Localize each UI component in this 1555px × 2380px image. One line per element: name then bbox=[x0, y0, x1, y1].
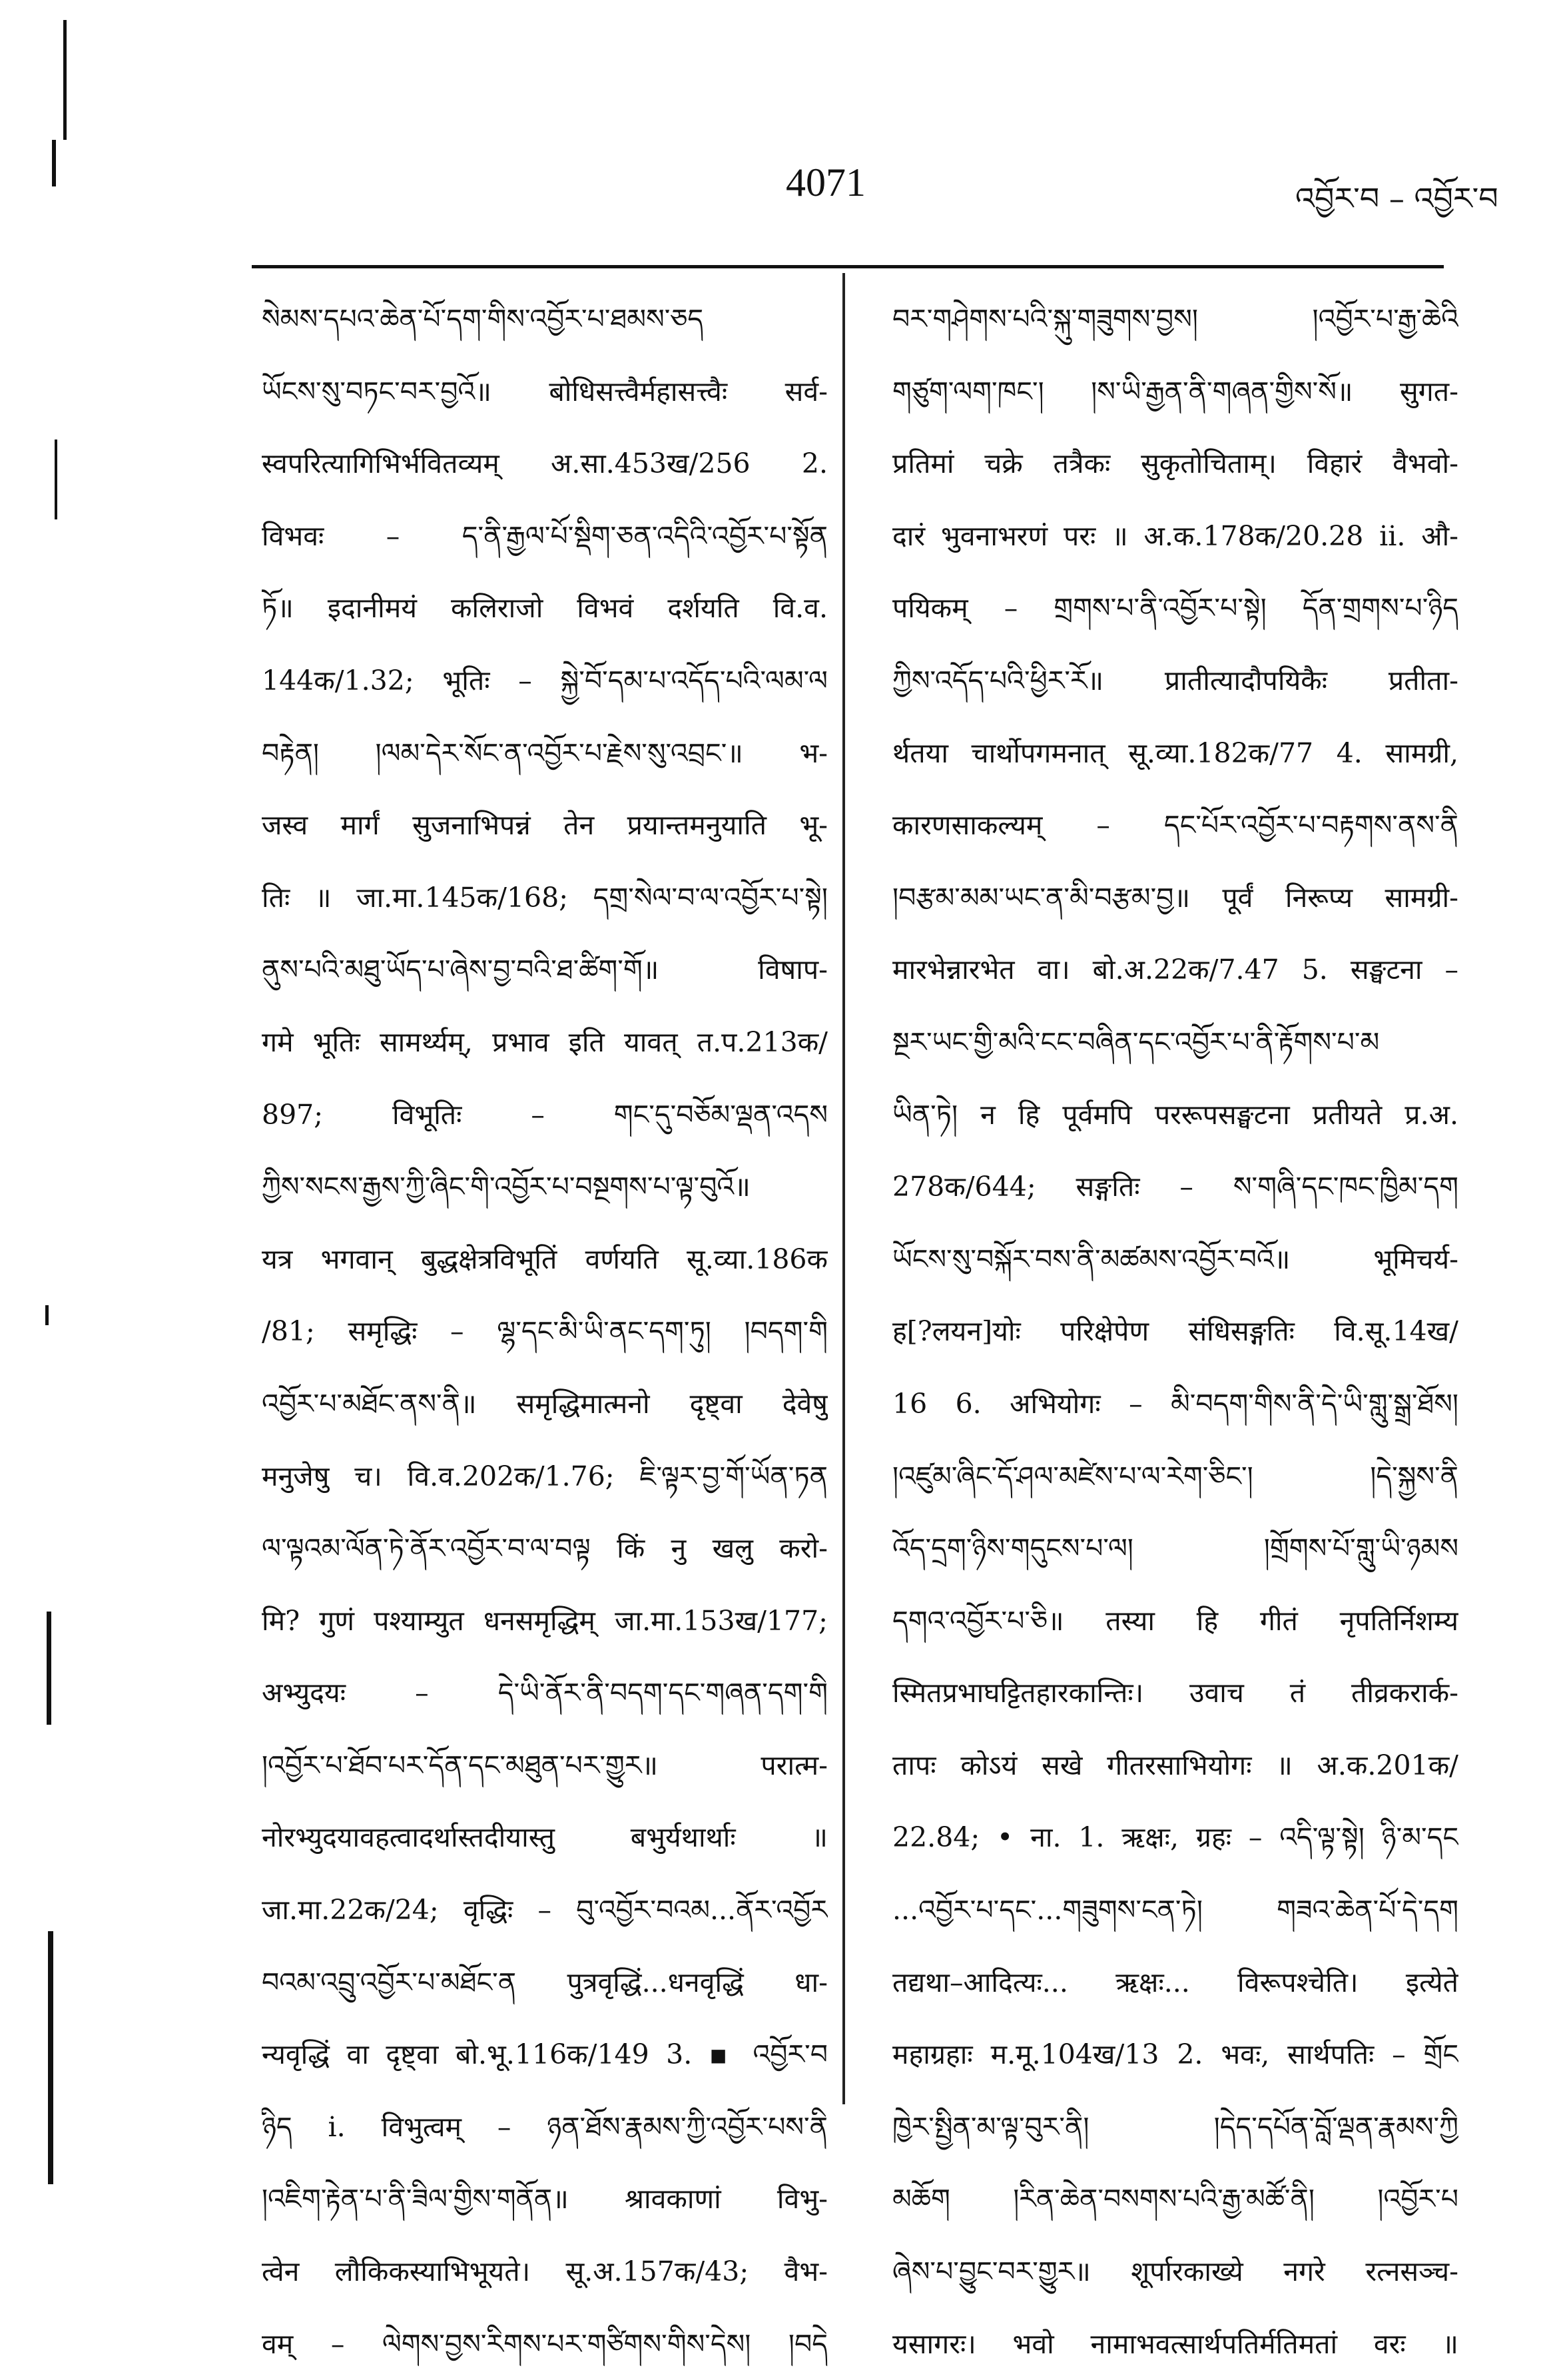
text-line: གཙུག་ལག་ཁང་། །ས་ཡི་རྒྱན་ནི་གཞན་གྱིས་སོ॥ सुगत- bbox=[892, 375, 1458, 408]
text-line: मि? गुणं पश्याम्युत धनसमृद्धिम् जा.मा.153ख/177; bbox=[262, 1604, 828, 1637]
text-line: བརྟེན། །ལམ་དེར་སོང་ན་འབྱོར་པ་རྗེས་སུ་འབྲང་॥ भ- bbox=[262, 737, 828, 769]
text-line: 897; विभूतिः – གང་དུ་བཅོམ་ལྡན་འདས bbox=[262, 1098, 828, 1131]
scan-edge-mark bbox=[47, 1612, 51, 1725]
scan-edge-mark bbox=[45, 1305, 49, 1325]
text-line: जा.मा.22क/24; वृद्धिः – བུ་འབྱོར་བའམ...ནོར་འབྱོར bbox=[262, 1894, 828, 1927]
text-line: यत्र भगवान् बुद्धक्षेत्रविभूतिं वर्णयति सू.व्या.186क bbox=[262, 1243, 828, 1275]
running-head: འབྱོར་བ – འབྱོར་བ bbox=[1295, 180, 1498, 216]
scan-edge-mark bbox=[55, 440, 57, 519]
text-line: ལ་ལྟའམ་ལོན་ཏེ་ནོར་འབྱོར་བ་ལ་བལྟ किं नु खलु करो- bbox=[262, 1532, 828, 1565]
text-line: मनुजेषु च। वि.व.202क/1.76; ཇི་ལྟར་བྱ་གོ་ཡོན་ཏན bbox=[262, 1460, 828, 1492]
text-line: तद्यथा–आदित्यः... ऋक्षः... विरूपश्चेति। इत्येते bbox=[892, 1966, 1458, 1998]
text-line: །འཛུམ་ཞིང་དོ་ཤལ་མཛེས་པ་ལ་རེག་ཅིང་། །དེ་སྐྱས་ནི bbox=[892, 1460, 1458, 1492]
text-line: །བརྩམ་མམ་ཡང་ན་མི་བརྩམ་བྱ॥ पूर्वं निरूप्य सामग्री- bbox=[892, 881, 1458, 914]
text-line: ...འབྱོར་པ་དང་...གཟུགས་ངན་ཏེ། གཟའ་ཆེན་པོ་དེ་དག bbox=[892, 1894, 1458, 1927]
right-column bbox=[892, 283, 1458, 2380]
text-line: प्रतिमां चक्रे तत्रैकः सुकृतोचिताम्। विहारं वैभवो- bbox=[892, 447, 1458, 480]
text-line: 22.84; • ना. 1. ऋक्षः, ग्रहः – འདི་ལྟ་སྟེ། ཉི་མ་དང bbox=[892, 1821, 1458, 1854]
text-line: ཡོངས་སུ་བཏང་བར་བྱའོ॥ बोधिसत्त्वैर्महासत्त्वैः सर्व- bbox=[262, 375, 828, 408]
text-line: 278क/644; सङ्गतिः – ས་གཞི་དང་ཁང་ཁྱིམ་དག bbox=[892, 1171, 1458, 1203]
text-line: कारणसाकल्यम् – དང་པོར་འབྱོར་པ་བརྟགས་ནས་ནི bbox=[892, 809, 1458, 842]
text-line: नोरभ्युदयावहत्वादर्थास्तदीयास्तु बभुर्यथार्थाः ॥ bbox=[262, 1821, 828, 1854]
text-line: न्यवृद्धिं वा दृष्ट्वा बो.भू.116क/149 3. ▪ འབྱོར་བ bbox=[262, 2038, 828, 2071]
header-rule bbox=[252, 265, 1444, 268]
text-line: ཀྱིས་སངས་རྒྱས་ཀྱི་ཞིང་གི་འབྱོར་པ་བསྔགས་པ་ལྟ་བུའོ॥ bbox=[262, 1171, 751, 1203]
text-line: विभवः – ད་ནི་རྒྱལ་པོ་སྡིག་ཅན་འདིའི་འབྱོར་པ་སྟོན bbox=[262, 519, 828, 552]
text-line: ཉིད i. विभुत्वम् – ཉན་ཐོས་རྣམས་ཀྱི་འབྱོར་པས་ནི bbox=[262, 2110, 828, 2143]
text-line: महाग्रहाः म.मू.104ख/13 2. भवः, सार्थपतिः – གྲོང bbox=[892, 2038, 1458, 2071]
text-line: དགའ་འབྱོར་པ་ཅི॥ तस्या हि गीतं नृपतिर्निशम्य bbox=[892, 1604, 1458, 1637]
text-line: མཆོག །རིན་ཆེན་བསགས་པའི་རྒྱ་མཚོ་ནི། །འབྱོར་པ bbox=[892, 2183, 1458, 2216]
scan-edge-mark bbox=[52, 140, 56, 186]
page-number: 4071 bbox=[786, 160, 866, 204]
text-line: ཡིན་ཏེ། न हि पूर्वमपि पररूपसङ्घटना प्रतीयते प्र.अ. bbox=[892, 1098, 1458, 1131]
text-line: བའམ་འབྲུ་འབྱོར་པ་མཐོང་ན पुत्रवृद्धिं...धनवृद्धिं धा- bbox=[262, 1966, 828, 1998]
text-line: འབྱོར་པ་མཐོང་ནས་ནི॥ समृद्धिमात्मनो दृष्ट्वा देवेषु bbox=[262, 1387, 828, 1420]
text-line: स्मितप्रभाघट्टितहारकान्तिः। उवाच तं तीव्रकरार्क- bbox=[892, 1677, 1458, 1709]
text-line: 16 6. अभियोगः – མི་བདག་གིས་ནི་དེ་ཡི་གླུ་སྒྲ་ཐོས། bbox=[892, 1387, 1458, 1420]
text-line: र्थतया चार्थोपगमनात् सू.व्या.182क/77 4. सामग्री, bbox=[892, 737, 1458, 769]
text-line: ཏོ॥ इदानीमयं कलिराजो विभवं दर्शयति वि.व. bbox=[262, 592, 828, 625]
text-line: गमे भूतिः सामर्थ्यम्, प्रभाव इति यावत् त.प.213क/ bbox=[262, 1026, 828, 1058]
text-line: སེམས་དཔའ་ཆེན་པོ་དག་གིས་འབྱོར་པ་ཐམས་ཅད bbox=[262, 303, 704, 335]
text-line: ནུས་པའི་མཐུ་ཡོད་པ་ཞེས་བྱ་བའི་ཐ་ཚིག་གོ॥ विषाप- bbox=[262, 954, 828, 986]
scan-edge-mark bbox=[63, 20, 67, 140]
text-line: སྔར་ཡང་གྱི་མའི་ངང་བཞིན་དང་འབྱོར་པ་ནི་རྟོགས་པ་མ bbox=[892, 1026, 1380, 1058]
text-line: །འཇིག་རྟེན་པ་ནི་ཟིལ་གྱིས་གནོན॥ श्रावकाणां विभु- bbox=[262, 2183, 828, 2216]
text-line: जस्व मार्गं सुजनाभिपन्नं तेन प्रयान्तमनुयाति भू- bbox=[262, 809, 828, 842]
scan-edge-mark bbox=[48, 1931, 53, 2184]
text-line: मारभेन्नारभेत वा। बो.अ.22क/7.47 5. सङ्घटना – bbox=[892, 954, 1458, 986]
text-line: दारं भुवनाभरणं परः ॥ अ.क.178क/20.28 ii. औ- bbox=[892, 519, 1458, 552]
text-line: ཞེས་པ་བྱུང་བར་གྱུར॥ शूर्पारकाख्ये नगरे रत्नसञ्च- bbox=[892, 2255, 1458, 2288]
text-line: वम् – ལེགས་བྱས་རིགས་པར་གཙིགས་གིས་དེས། །བདེ bbox=[262, 2327, 828, 2360]
text-line: ཡོངས་སུ་བསྐོར་བས་ནི་མཚམས་འབྱོར་བའོ॥ भूमिचर्य- bbox=[892, 1243, 1458, 1275]
text-line: त्वेन लौकिकस्याभिभूयते। सू.अ.157क/43; वैभ- bbox=[262, 2255, 828, 2288]
text-line: 144क/1.32; भूतिः – སྐྱེ་བོ་དམ་པ་འདོད་པའི་ལམ་ལ bbox=[262, 664, 828, 697]
column-divider bbox=[842, 273, 845, 2104]
text-line: तिः ॥ जा.मा.145क/168; དགྲ་སེལ་བ་ལ་འབྱོར་པ་སྟེ། bbox=[262, 881, 828, 914]
text-line: ह[?लयन]योः परिक्षेपेण संधिसङ्गतिः वि.सू.14ख/ bbox=[892, 1315, 1458, 1348]
text-line: पयिकम् – གྲགས་པ་ནི་འབྱོར་པ་སྟེ། དོན་གྲགས་པ་ཉིད bbox=[892, 592, 1458, 625]
text-line: བར་གཤེགས་པའི་སྐུ་གཟུགས་བྱས། །འབྱོར་པ་རྒྱ་ཆེའི bbox=[892, 303, 1458, 335]
text-line: ཁྱེར་སྤྱིན་མ་ལྟ་བུར་ནི། །དེད་དཔོན་བློ་ལྡན་རྣམས་ཀྱི bbox=[892, 2110, 1458, 2143]
text-line: ཀྱིས་འདོད་པའི་ཕྱིར་རོ॥ प्रातीत्यादौपयिकैः प्रतीता- bbox=[892, 664, 1458, 697]
text-line: तापः कोऽयं सखे गीतरसाभियोगः ॥ अ.क.201क/ bbox=[892, 1749, 1458, 1781]
text-line: यसागरः। भवो नामाभवत्सार्थपतिर्मतिमतां वरः ॥ bbox=[892, 2327, 1458, 2360]
text-line: འོད་དྲག་ཉིས་གདུངས་པ་ལ། །གྲོགས་པོ་གླུ་ཡི་ཉམས bbox=[892, 1532, 1458, 1565]
text-line: स्वपरित्यागिभिर्भवितव्यम् अ.सा.453ख/256 2. bbox=[262, 447, 828, 480]
left-column bbox=[262, 283, 828, 2380]
text-line: /81; समृद्धिः – ལྷ་དང་མི་ཡི་ནང་དག་ཏུ། །བདག་གི bbox=[262, 1315, 828, 1348]
text-line: །འབྱོར་པ་ཐོབ་པར་དོན་དང་མཐུན་པར་གྱུར॥ परात्म- bbox=[262, 1749, 828, 1781]
text-line: अभ्युदयः – དེ་ཡི་ནོར་ནི་བདག་དང་གཞན་དག་གི bbox=[262, 1677, 828, 1709]
